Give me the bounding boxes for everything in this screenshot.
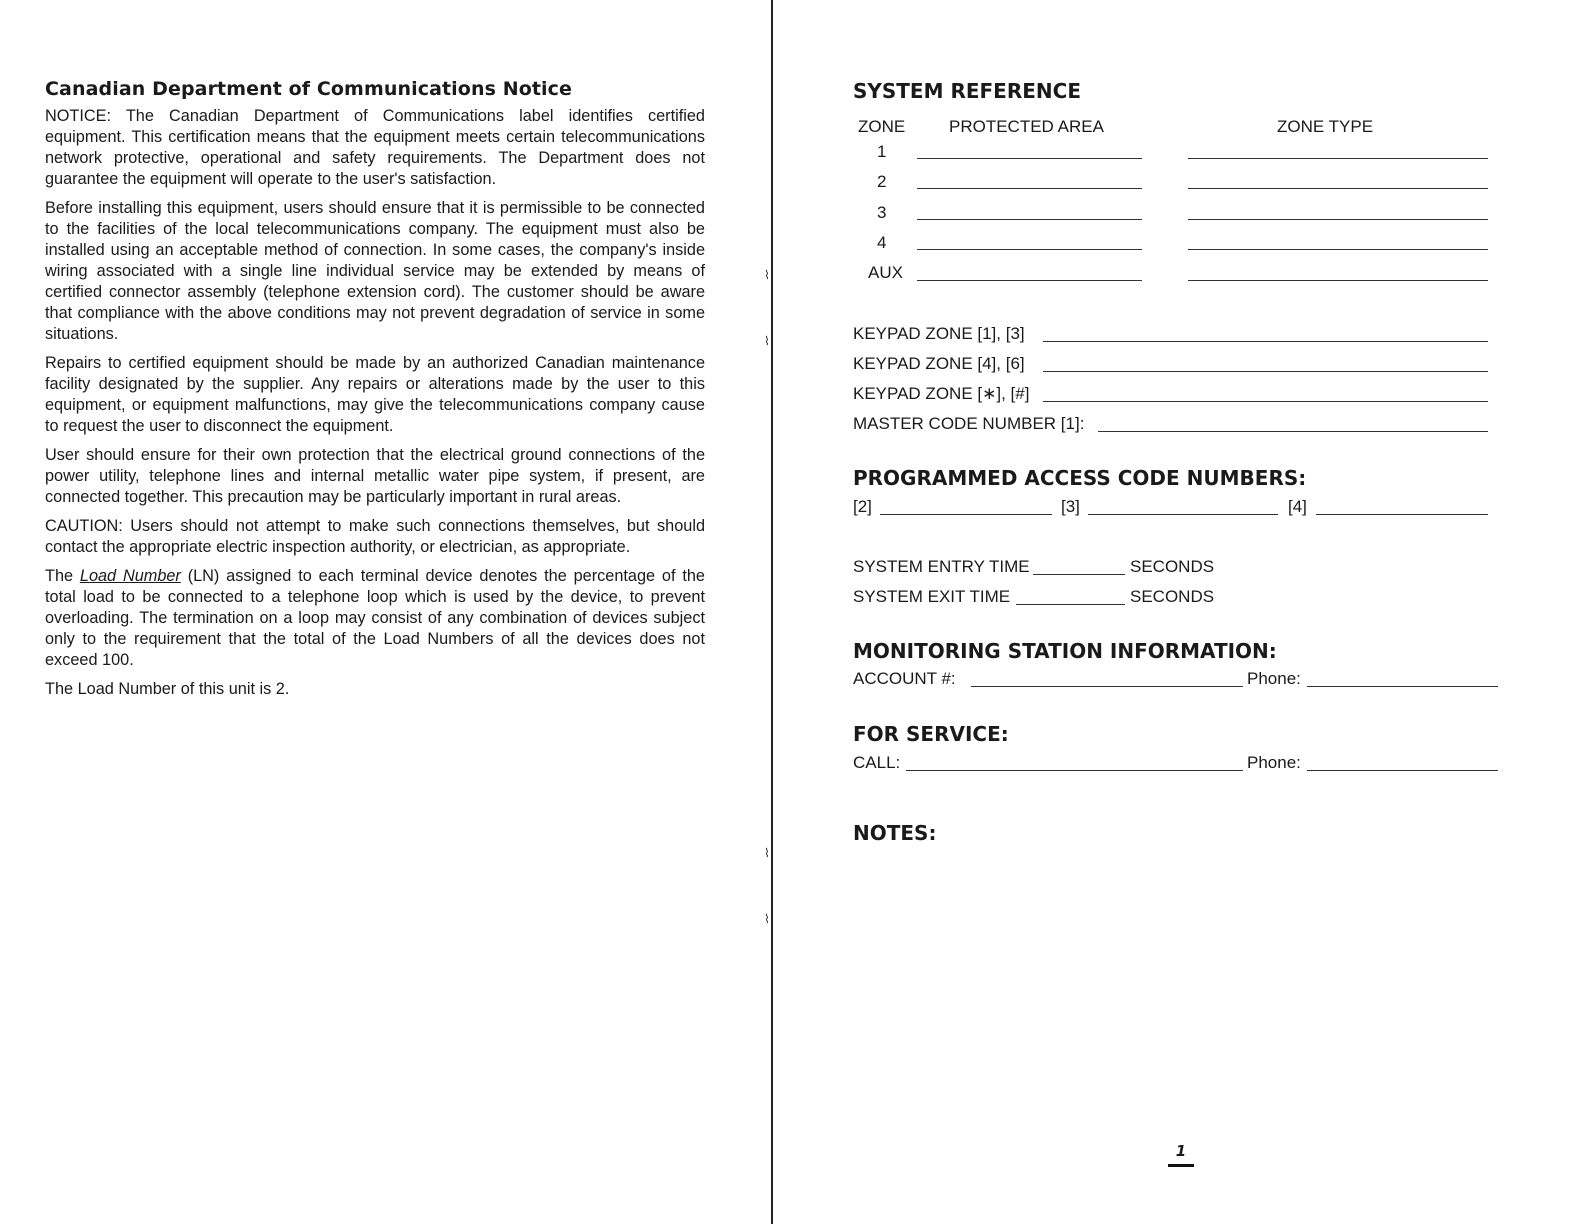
caution-paragraph: CAUTION: Users should not attempt to make such connections themselves, but should contact the appropriate electric inspection authority, or electrician, as appropriate. bbox=[45, 517, 705, 556]
installation-paragraph: Before installing this equipment, users should ensure that it is permissible to be connected to the facilities of the local telecommunications company. The equipment must also be installed using an acceptable method of connection. In some cases, the company's inside wiring associated with a single line individual service may be extended by means of certified connector assembly (telephone extension cord). The customer should be aware that compliance with the above conditions may not prevent degradation of service in some situations. bbox=[45, 199, 705, 343]
zone-type-field[interactable] bbox=[1188, 158, 1488, 159]
notice-paragraph: NOTICE: The Canadian Department of Communications label identifies certified equipment. This certification means that the equipment meets certain telecommunications network protective, operational and safety requirements. The Department does not guarantee the equipment will operate to the user's satisfaction. bbox=[45, 107, 705, 188]
call-label: CALL: bbox=[853, 753, 901, 772]
master-code-field[interactable] bbox=[1098, 431, 1488, 432]
zone-type-field[interactable] bbox=[1188, 280, 1488, 281]
service-phone-field[interactable] bbox=[1307, 770, 1498, 771]
protected-area-field[interactable] bbox=[917, 158, 1142, 159]
protected-area-field[interactable] bbox=[917, 219, 1142, 220]
load-suffix: (LN) assigned to each terminal device denotes the percentage of the total load to be connected to a telephone loop which is used by the device, to prevent overloading. The termination on a loop may consist of any combination of devices subject only to the requirement that the total of the Load Numbers of all the devices does not exceed 100. bbox=[45, 567, 705, 669]
zone-number: 2 bbox=[877, 172, 887, 191]
access-code-2-label: [2] bbox=[853, 497, 872, 516]
keypad-zone-4-6-field[interactable] bbox=[1043, 371, 1488, 372]
protected-area-field[interactable] bbox=[917, 280, 1142, 281]
zone-number: 4 bbox=[877, 233, 887, 252]
zone-number: 3 bbox=[877, 203, 887, 222]
protected-area-field[interactable] bbox=[917, 188, 1142, 189]
access-codes-heading: PROGRAMMED ACCESS CODE NUMBERS: bbox=[853, 466, 1307, 490]
master-code-label: MASTER CODE NUMBER [1]: bbox=[853, 414, 1085, 433]
exit-time-field[interactable] bbox=[1016, 604, 1125, 605]
access-code-2-field[interactable] bbox=[880, 514, 1052, 515]
binding-mark: ⌇ bbox=[764, 846, 770, 860]
monitoring-phone-field[interactable] bbox=[1307, 686, 1498, 687]
protected-area-field[interactable] bbox=[917, 249, 1142, 250]
repairs-paragraph: Repairs to certified equipment should be made by an authorized Canadian maintenance facility designated by the supplier. Any repairs or alterations made by the user to this equipment, or equipment malfunctions, may give the telecommunications company cause to request the user to disconnect the equipment. bbox=[45, 354, 705, 435]
notice-title: Canadian Department of Communications Notice bbox=[45, 78, 573, 100]
access-code-4-label: [4] bbox=[1288, 497, 1307, 516]
service-heading: FOR SERVICE: bbox=[853, 722, 1009, 746]
access-code-4-field[interactable] bbox=[1316, 514, 1488, 515]
keypad-zone-star-hash-label: KEYPAD ZONE [∗], [#] bbox=[853, 384, 1030, 403]
account-label: ACCOUNT #: bbox=[853, 669, 956, 688]
entry-seconds-label: SECONDS bbox=[1130, 557, 1215, 576]
account-field[interactable] bbox=[971, 686, 1243, 687]
monitoring-heading: MONITORING STATION INFORMATION: bbox=[853, 639, 1277, 663]
exit-seconds-label: SECONDS bbox=[1130, 587, 1215, 606]
load-number-closing: The Load Number of this unit is 2. bbox=[45, 680, 290, 698]
page-number-underline bbox=[1168, 1164, 1194, 1167]
entry-time-label: SYSTEM ENTRY TIME bbox=[853, 557, 1030, 576]
notes-heading: NOTES: bbox=[853, 821, 937, 845]
access-code-3-field[interactable] bbox=[1088, 514, 1278, 515]
keypad-zone-4-6-label: KEYPAD ZONE [4], [6] bbox=[853, 354, 1025, 373]
system-reference-heading: SYSTEM REFERENCE bbox=[853, 79, 1081, 103]
keypad-zone-star-hash-field[interactable] bbox=[1043, 401, 1488, 402]
zone-number: 1 bbox=[877, 142, 887, 161]
keypad-zone-1-3-field[interactable] bbox=[1043, 341, 1488, 342]
protected-area-column-header: PROTECTED AREA bbox=[949, 117, 1104, 136]
load-number-term: Load Number bbox=[79, 567, 181, 585]
monitoring-phone-label: Phone: bbox=[1247, 669, 1301, 688]
service-phone-label: Phone: bbox=[1247, 753, 1301, 772]
entry-time-field[interactable] bbox=[1033, 574, 1125, 575]
access-code-3-label: [3] bbox=[1061, 497, 1080, 516]
ground-paragraph: User should ensure for their own protection that the electrical ground connections of the power utility, telephone lines and internal metallic water pipe system, if present, are connected together. This precaution may be particularly important in rural areas. bbox=[45, 446, 705, 506]
page-number: 1 bbox=[1175, 1142, 1187, 1160]
call-field[interactable] bbox=[906, 770, 1243, 771]
zone-type-field[interactable] bbox=[1188, 219, 1488, 220]
keypad-zone-1-3-label: KEYPAD ZONE [1], [3] bbox=[853, 324, 1025, 343]
load-number-paragraph bbox=[45, 566, 705, 671]
binding-mark: ⌇ bbox=[764, 268, 770, 282]
zone-type-column-header: ZONE TYPE bbox=[1277, 117, 1374, 136]
binding-mark: ⌇ bbox=[764, 334, 770, 348]
zone-number: AUX bbox=[868, 263, 903, 282]
zone-type-field[interactable] bbox=[1188, 188, 1488, 189]
load-prefix: The bbox=[45, 567, 80, 585]
binding-mark: ⌇ bbox=[764, 912, 770, 926]
left-page bbox=[45, 78, 705, 708]
page-spine bbox=[771, 0, 773, 1224]
zone-column-header: ZONE bbox=[858, 117, 906, 136]
exit-time-label: SYSTEM EXIT TIME bbox=[853, 587, 1011, 606]
zone-type-field[interactable] bbox=[1188, 249, 1488, 250]
